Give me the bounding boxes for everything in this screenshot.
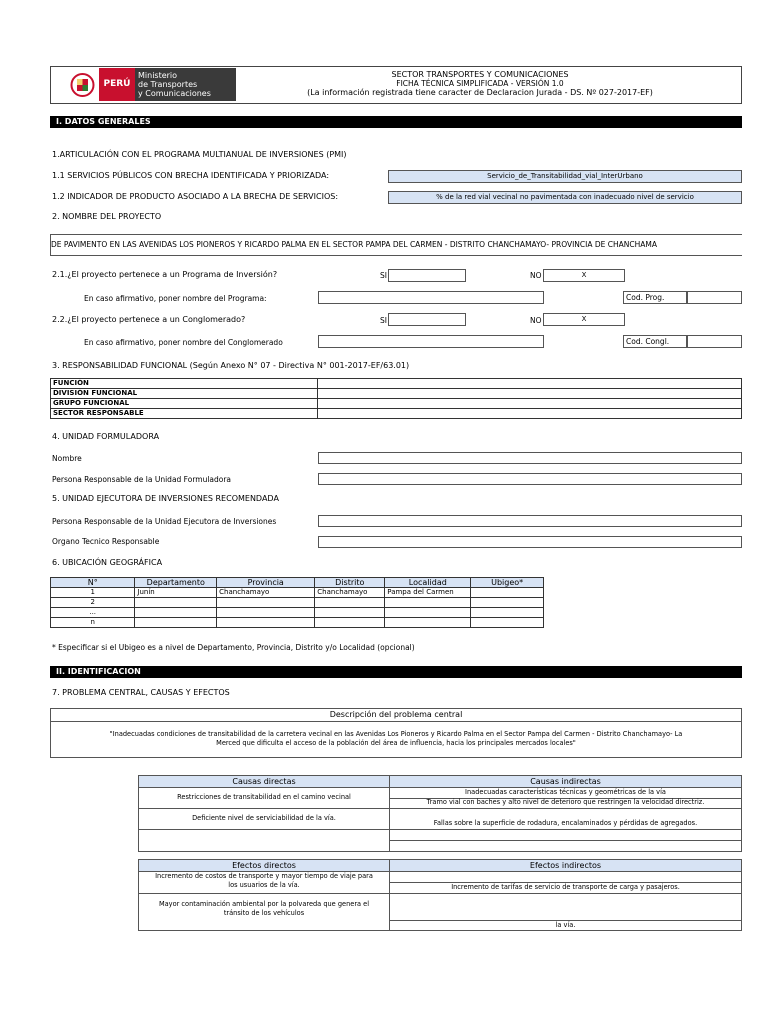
services-label: 1.1 SERVICIOS PÚBLICOS CON BRECHA IDENTIFICADA Y PRIORIZADA: <box>52 171 330 180</box>
effect-direct-1-line-1: Incremento de costos de transporte y mayor tiempo de viaje para <box>155 872 373 880</box>
location-cell[interactable] <box>385 598 471 608</box>
causes-indirect-header: Causas indirectas <box>530 777 601 786</box>
effect-direct-1-line-2: los usuarios de la vía. <box>228 881 300 889</box>
location-header-cell: Departamento <box>135 578 217 588</box>
location-cell[interactable] <box>217 618 315 628</box>
table-row <box>51 608 544 618</box>
location-cell[interactable] <box>385 608 471 618</box>
project-name-label: 2. NOMBRE DEL PROYECTO <box>52 212 162 221</box>
location-cell: n <box>51 618 135 628</box>
table-row <box>51 399 742 409</box>
logo-ministry-text <box>138 71 211 98</box>
problem-box <box>50 708 742 758</box>
table-row <box>51 389 742 399</box>
program-name-label: En caso afirmativo, poner nombre del Programa: <box>84 294 267 303</box>
conglomerate-si-label: SI <box>380 316 387 325</box>
location-cell[interactable] <box>471 608 544 618</box>
causes-direct-header: Causas directas <box>232 777 296 786</box>
functional-row-field[interactable] <box>318 409 742 419</box>
effect-direct-2-line-2: tránsito de los vehículos <box>223 909 305 917</box>
location-cell[interactable]: Pampa del Carmen <box>385 588 471 598</box>
functional-row-label: GRUPO FUNCIONAL <box>51 399 318 409</box>
peru-flag-block <box>99 68 135 101</box>
location-cell[interactable] <box>135 608 217 618</box>
causes-row-divider <box>139 829 741 830</box>
location-cell[interactable]: Chanchamayo <box>217 588 315 598</box>
effect-indirect-1[interactable]: Incremento de tarifas de servicio de transporte de carga y pasajeros. <box>451 883 680 891</box>
table-row <box>51 598 544 608</box>
cause-indirect-1a[interactable]: Inadecuadas características técnicas y geométricas de la vía <box>465 788 666 796</box>
location-cell[interactable] <box>135 598 217 608</box>
header-title-3: (La información registrada tiene caracter de Declaracion Jurada - DS. Nº 027-2017-EF) <box>307 88 653 97</box>
problem-text-line-2[interactable]: Merced que dificulta el acceso de la población del área de influencia, hacia los principales mercados locales" <box>216 739 576 747</box>
section-2-bar: II. IDENTIFICACION <box>50 666 742 678</box>
causes-table <box>138 775 742 852</box>
functional-row-label: SECTOR RESPONSABLE <box>51 409 318 419</box>
location-header-cell: Distrito <box>315 578 385 588</box>
table-row <box>51 588 544 598</box>
conglomerate-si-box[interactable] <box>388 313 466 326</box>
cause-indirect-2[interactable]: Fallas sobre la superficie de rodadura, encalaminados y pérdidas de agregados. <box>433 819 698 827</box>
functional-row-label: DIVISIÓN FUNCIONAL <box>51 389 318 399</box>
conglomerate-name-field[interactable] <box>318 335 544 348</box>
location-cell: 1 <box>51 588 135 598</box>
program-name-field[interactable] <box>318 291 544 304</box>
program-question: 2.1.¿El proyecto pertenece a un Programa de Inversión? <box>52 270 278 279</box>
problem-heading: 7. PROBLEMA CENTRAL, CAUSAS Y EFECTOS <box>52 688 230 697</box>
executor-organ-field[interactable] <box>318 536 742 548</box>
table-row <box>51 409 742 419</box>
cause-direct-1[interactable]: Restricciones de transitabilidad en el camino vecinal <box>177 793 351 801</box>
functional-heading: 3. RESPONSABILIDAD FUNCIONAL (Según Anexo N° 07 - Directiva N° 001-2017-EF/63.01) <box>52 361 410 370</box>
table-row <box>51 578 544 588</box>
formulator-name-field[interactable] <box>318 452 742 464</box>
location-cell[interactable] <box>385 618 471 628</box>
location-cell[interactable] <box>471 588 544 598</box>
functional-row-field[interactable] <box>318 379 742 389</box>
location-cell[interactable] <box>315 618 385 628</box>
header-titles <box>240 70 720 97</box>
program-si-label: SI <box>380 271 387 280</box>
effects-table <box>138 859 742 931</box>
location-cell: 2 <box>51 598 135 608</box>
location-cell[interactable] <box>217 608 315 618</box>
location-cell[interactable]: Chanchamayo <box>315 588 385 598</box>
logo-line-1: Ministerio <box>138 71 178 80</box>
location-cell[interactable] <box>315 598 385 608</box>
effect-direct-1[interactable] <box>139 872 389 890</box>
effects-indirect-header: Efectos indirectos <box>529 861 602 870</box>
location-cell[interactable]: Junín <box>135 588 217 598</box>
conglomerate-code-label: Cod. Congl. <box>623 335 687 348</box>
location-header-cell: Ubigeo* <box>471 578 544 588</box>
pmi-heading: 1.ARTICULACIÓN CON EL PROGRAMA MULTIANUAL DE INVERSIONES (PMI) <box>52 150 347 159</box>
conglomerate-question: 2.2.¿El proyecto pertenece a un Conglomerado? <box>52 315 246 324</box>
effects-row-divider <box>139 893 741 894</box>
formulator-heading: 4. UNIDAD FORMULADORA <box>52 432 160 441</box>
location-cell[interactable] <box>135 618 217 628</box>
services-field[interactable]: Servicio_de_Transitabilidad_vial_InterUrbano <box>388 170 742 183</box>
effect-direct-2-line-1: Mayor contaminación ambiental por la polvareda que genera el <box>158 900 370 908</box>
header-title-1: SECTOR TRANSPORTES Y COMUNICACIONES <box>391 70 569 79</box>
problem-header: Descripción del problema central <box>51 709 741 722</box>
functional-row-field[interactable] <box>318 389 742 399</box>
logo-country: PERÚ <box>103 79 131 89</box>
ubigeo-note: * Especificar si el Ubigeo es a nivel de Departamento, Provincia, Distrito y/o Localidad (opcional) <box>52 643 415 652</box>
logo-line-2: de Transportes <box>138 80 198 89</box>
effect-direct-2[interactable] <box>139 900 389 918</box>
location-cell[interactable] <box>217 598 315 608</box>
indicator-label: 1.2 INDICADOR DE PRODUCTO ASOCIADO A LA BRECHA DE SERVICIOS: <box>52 192 339 201</box>
formulator-person-field[interactable] <box>318 473 742 485</box>
location-heading: 6. UBICACIÓN GEOGRÁFICA <box>52 558 163 567</box>
table-row <box>51 379 742 389</box>
program-no-label: NO <box>530 271 542 280</box>
cause-indirect-1b[interactable]: Tramo vial con baches y alto nivel de deterioro que restringen la velocidad directriz. <box>426 798 705 806</box>
section-1-bar: I. DATOS GENERALES <box>50 116 742 128</box>
effects-direct-header: Efectos directos <box>232 861 296 870</box>
location-cell[interactable] <box>471 598 544 608</box>
executor-person-label: Persona Responsable de la Unidad Ejecutora de Inversiones <box>52 517 277 526</box>
location-cell[interactable] <box>471 618 544 628</box>
header-title-2: FICHA TÉCNICA SIMPLIFICADA - VERSIÓN 1.0 <box>396 79 564 88</box>
program-si-box[interactable] <box>388 269 466 282</box>
executor-person-field[interactable] <box>318 515 742 527</box>
causes-row-divider <box>139 808 741 809</box>
program-no-box[interactable]: X <box>543 269 625 282</box>
location-table <box>50 577 544 628</box>
problem-text-line-1[interactable]: "Inadecuadas condiciones de transitabilidad de la carretera vecinal en las Avenidas Los Pioneros y Ricardo Palma en el Sector Pampa del Carmen - Distrito Chanchamayo- La <box>109 730 683 738</box>
table-row <box>51 618 544 628</box>
cause-direct-2[interactable]: Deficiente nivel de serviciabilidad de la vía. <box>192 814 336 822</box>
location-cell[interactable] <box>315 608 385 618</box>
logo-line-3: y Comunicaciones <box>138 89 211 98</box>
ministry-logo <box>66 68 236 101</box>
program-code-label: Cod. Prog. <box>623 291 687 304</box>
location-header-cell: Localidad <box>385 578 471 588</box>
location-cell: ... <box>51 608 135 618</box>
location-header-cell: Provincia <box>217 578 315 588</box>
location-header-cell: N° <box>51 578 135 588</box>
conglomerate-code-field[interactable] <box>687 335 742 348</box>
project-name-field[interactable]: DE PAVIMENTO EN LAS AVENIDAS LOS PIONEROS Y RICARDO PALMA EN EL SECTOR PAMPA DEL CARMEN - DISTRITO CHANCHAMAYO- PROVINCIA DE CHANCHAMA <box>50 234 742 256</box>
executor-organ-label: Organo Tecnico Responsable <box>52 537 160 546</box>
effect-indirect-2[interactable]: la vía. <box>555 921 576 929</box>
formulator-person-label: Persona Responsable de la Unidad Formuladora <box>52 475 232 484</box>
executor-heading: 5. UNIDAD EJECUTORA DE INVERSIONES RECOMENDADA <box>52 494 279 503</box>
functional-row-label: FUNCIÓN <box>51 379 318 389</box>
conglomerate-name-label: En caso afirmativo, poner nombre del Conglomerado <box>84 338 283 347</box>
indicator-field[interactable]: % de la red vial vecinal no pavimentada con inadecuado nivel de servicio <box>388 191 742 204</box>
formulator-name-label: Nombre <box>52 454 82 463</box>
conglomerate-no-label: NO <box>530 316 542 325</box>
functional-row-field[interactable] <box>318 399 742 409</box>
program-code-field[interactable] <box>687 291 742 304</box>
functional-table <box>50 378 742 419</box>
conglomerate-no-box[interactable]: X <box>543 313 625 326</box>
causes-subrow-divider <box>390 840 741 841</box>
coat-of-arms-icon <box>66 68 99 101</box>
